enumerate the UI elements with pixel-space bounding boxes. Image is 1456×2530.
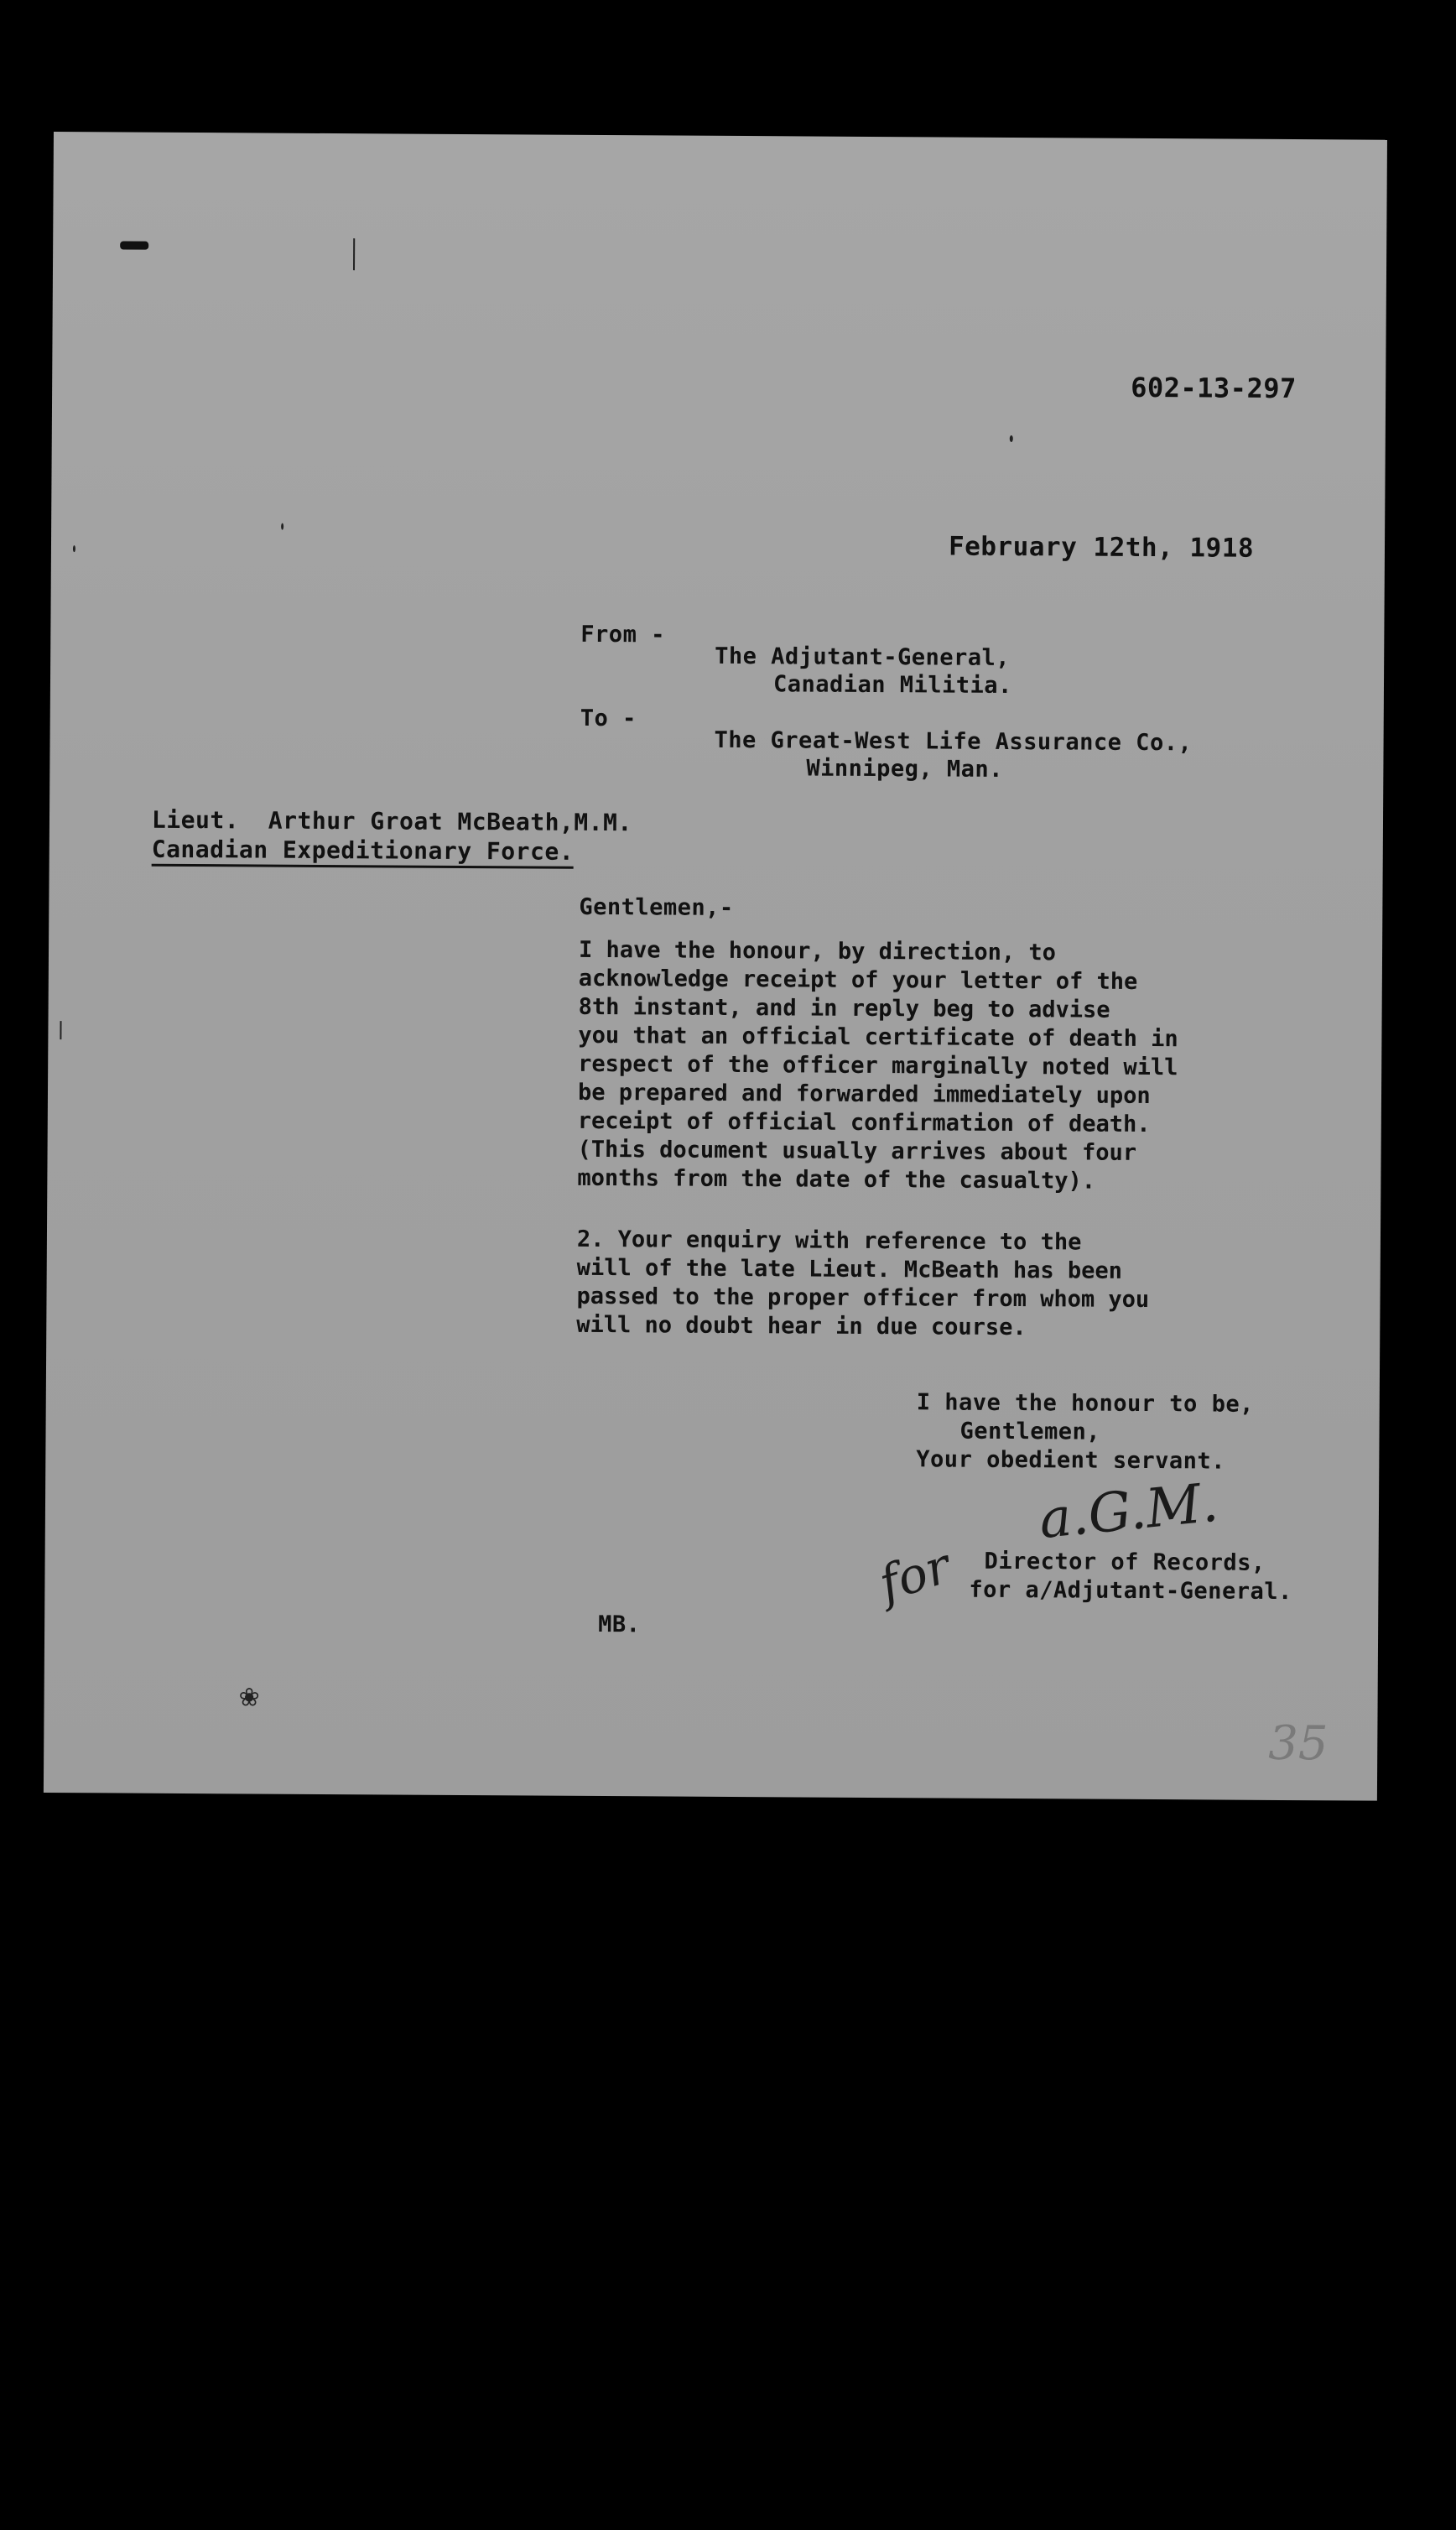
ink-speck (281, 523, 283, 530)
corner-pencil-mark: 35 (1268, 1715, 1329, 1772)
to-line: Winnipeg, Man. (806, 755, 1004, 783)
body-paragraph: 2. Your enquiry with reference to the will of the late Lieut. McBeath has been passed to the proper officer from whom you will no doubt hear in due course. (576, 1226, 1150, 1341)
body-paragraph: I have the honour, by direction, to acknowledge receipt of your letter of the 8th instant, and in reply beg to advise you that an official certificate of death in respect of the officer marginally noted will be prepared and forwarded immediately upon receipt of official confirmation of death. (This document usually arrives about four months from the date of the casualty). (577, 936, 1178, 1195)
signature-line: for a/Adjutant-General. (969, 1576, 1292, 1606)
from-line: The Adjutant-General, (715, 643, 1011, 671)
ink-speck (1010, 435, 1013, 442)
handwritten-initials: a.G.M. (1036, 1471, 1221, 1552)
signature-line: Director of Records, (984, 1548, 1266, 1576)
marginal-note: Lieut. Arthur Groat McBeath,M.M. (151, 805, 632, 837)
stamp-icon: ❀ (238, 1683, 260, 1713)
to-label: To - (580, 705, 637, 732)
handwritten-for: for (872, 1537, 957, 1613)
salutation: Gentlemen,- (579, 893, 734, 921)
reference-number: 602-13-297 (1131, 371, 1297, 405)
from-label: From - (580, 621, 665, 648)
letter-sheet (44, 132, 1387, 1801)
ink-tick (60, 1021, 61, 1039)
letter-date: February 12th, 1918 (948, 531, 1255, 564)
typist-initials: MB. (598, 1611, 641, 1638)
ink-speck (73, 545, 75, 552)
from-line: Canadian Militia. (772, 671, 1012, 699)
closing-line: Your obedient servant. (916, 1446, 1226, 1475)
ink-tick (353, 238, 355, 270)
closing-line: I have the honour to be, (916, 1389, 1254, 1418)
to-line: The Great-West Life Assurance Co., (714, 726, 1193, 757)
marginal-note: Canadian Expeditionary Force. (152, 836, 575, 869)
closing-line: Gentlemen, (959, 1418, 1101, 1445)
ink-mark (120, 241, 148, 249)
